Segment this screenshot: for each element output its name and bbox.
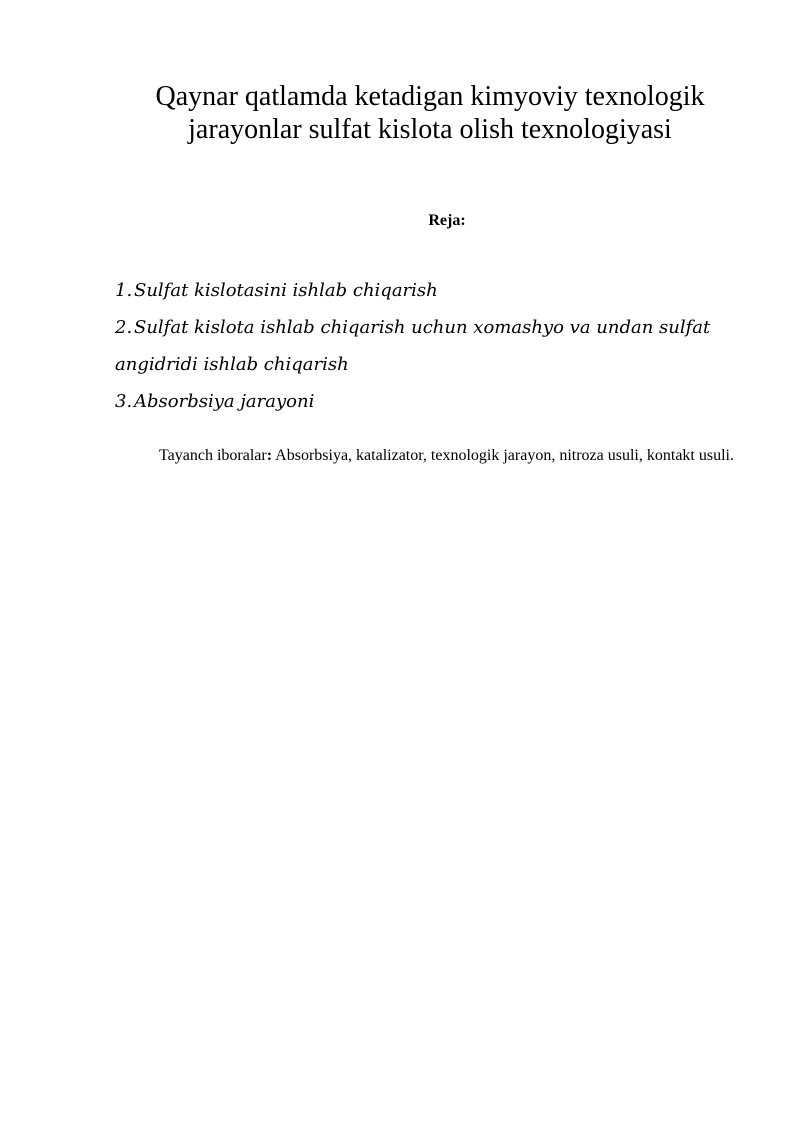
plan-item-number: 1. (115, 280, 133, 301)
plan-item-text: angidridi ishlab chiqarish (115, 354, 349, 375)
keywords-paragraph (115, 446, 742, 466)
plan-item (115, 383, 745, 420)
plan-item (115, 272, 745, 309)
plan-item (115, 309, 745, 346)
plan-item-number: 2. (115, 317, 133, 338)
document-title (115, 80, 745, 146)
title-line-1: Qaynar qatlamda ketadigan kimyoviy texnologik (155, 81, 705, 112)
title-line-2: jarayonlar sulfat kislota olish texnologiyasi (188, 114, 672, 145)
plan-heading: Reja: (428, 212, 466, 229)
keywords-text: Absorbsiya, katalizator, texnologik jarayon, nitroza usuli, kontakt usuli. (272, 447, 734, 464)
plan-item-text: Sulfat kislota ishlab chiqarish uchun xomashyo va undan sulfat (134, 317, 711, 338)
keywords-label-text: Tayanch iboralar (159, 447, 267, 464)
plan-item-number: 3. (115, 391, 133, 412)
plan-item-continuation (115, 346, 745, 383)
plan-item-text: Sulfat kislotasini ishlab chiqarish (134, 280, 438, 301)
keywords-colon: : (266, 447, 273, 464)
plan-item-text: Absorbsiya jarayoni (134, 391, 315, 412)
plan-list (115, 272, 745, 420)
keywords-label (159, 447, 272, 464)
